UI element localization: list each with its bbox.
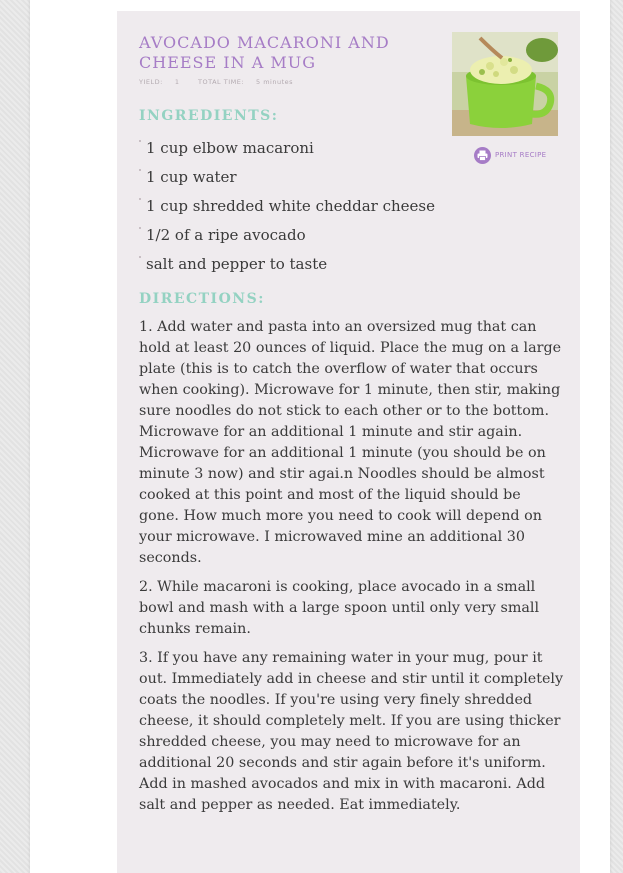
ingredients-list [139, 135, 435, 280]
page-paper [30, 0, 610, 873]
ingredient-item: salt and pepper to taste [139, 251, 435, 280]
ingredient-item: 1 cup water [139, 164, 435, 193]
directions-heading: DIRECTIONS: [139, 291, 265, 307]
recipe-meta [139, 78, 305, 86]
directions-list [139, 317, 564, 824]
recipe-photo [452, 32, 558, 136]
ingredient-item: 1/2 of a ripe avocado [139, 222, 435, 251]
total-time-value: 5 minutes [256, 78, 294, 86]
mac-and-cheese-mug-image [452, 32, 558, 136]
printer-icon [474, 147, 491, 164]
print-recipe-button[interactable] [474, 145, 546, 165]
direction-step: 3. If you have any remaining water in your mug, pour it out. Immediately add in cheese and stir until it completely coats the noodles. If you're using very finely shredded cheese, it should completely melt. If you are using thicker shredded cheese, you may need to microwave for an additional 20 seconds and stir again before it's uniform. Add in mashed avocados and mix in with macaroni. Add salt and pepper as needed. Eat immediately. [139, 650, 564, 813]
ingredient-item: 1 cup elbow macaroni [139, 135, 435, 164]
direction-step: 1. Add water and pasta into an oversized mug that can hold at least 20 ounces of liquid. Place the mug on a large plate (this is to catch the overflow of water that occurs when cooking). Microwave for 1 minute, then stir, making sure noodles do not stick to each other or to the bottom. Microwave for an additional 1 minute and stir again. Microwave for an additional 1 minute (you should be on minute 3 now) and stir agai.n Noodles should be almost cooked at this point and most of the liquid should be gone. How much more you need to cook will depend on your microwave. I microwaved mine an additional 30 seconds. [139, 319, 562, 566]
print-recipe-label: PRINT RECIPE [495, 151, 547, 159]
yield-value: 1 [174, 78, 180, 86]
ingredients-heading: INGREDIENTS: [139, 108, 279, 124]
yield-label: YIELD: [139, 78, 163, 86]
direction-step: 2. While macaroni is cooking, place avocado in a small bowl and mash with a large spoon until only very small chunks remain. [139, 579, 540, 637]
ingredient-item: 1 cup shredded white cheddar cheese [139, 193, 435, 222]
total-time-label: TOTAL TIME: [198, 78, 245, 86]
recipe-card [117, 11, 580, 873]
recipe-title: AVOCADO MACARONI AND CHEESE IN A MUG [139, 33, 390, 72]
